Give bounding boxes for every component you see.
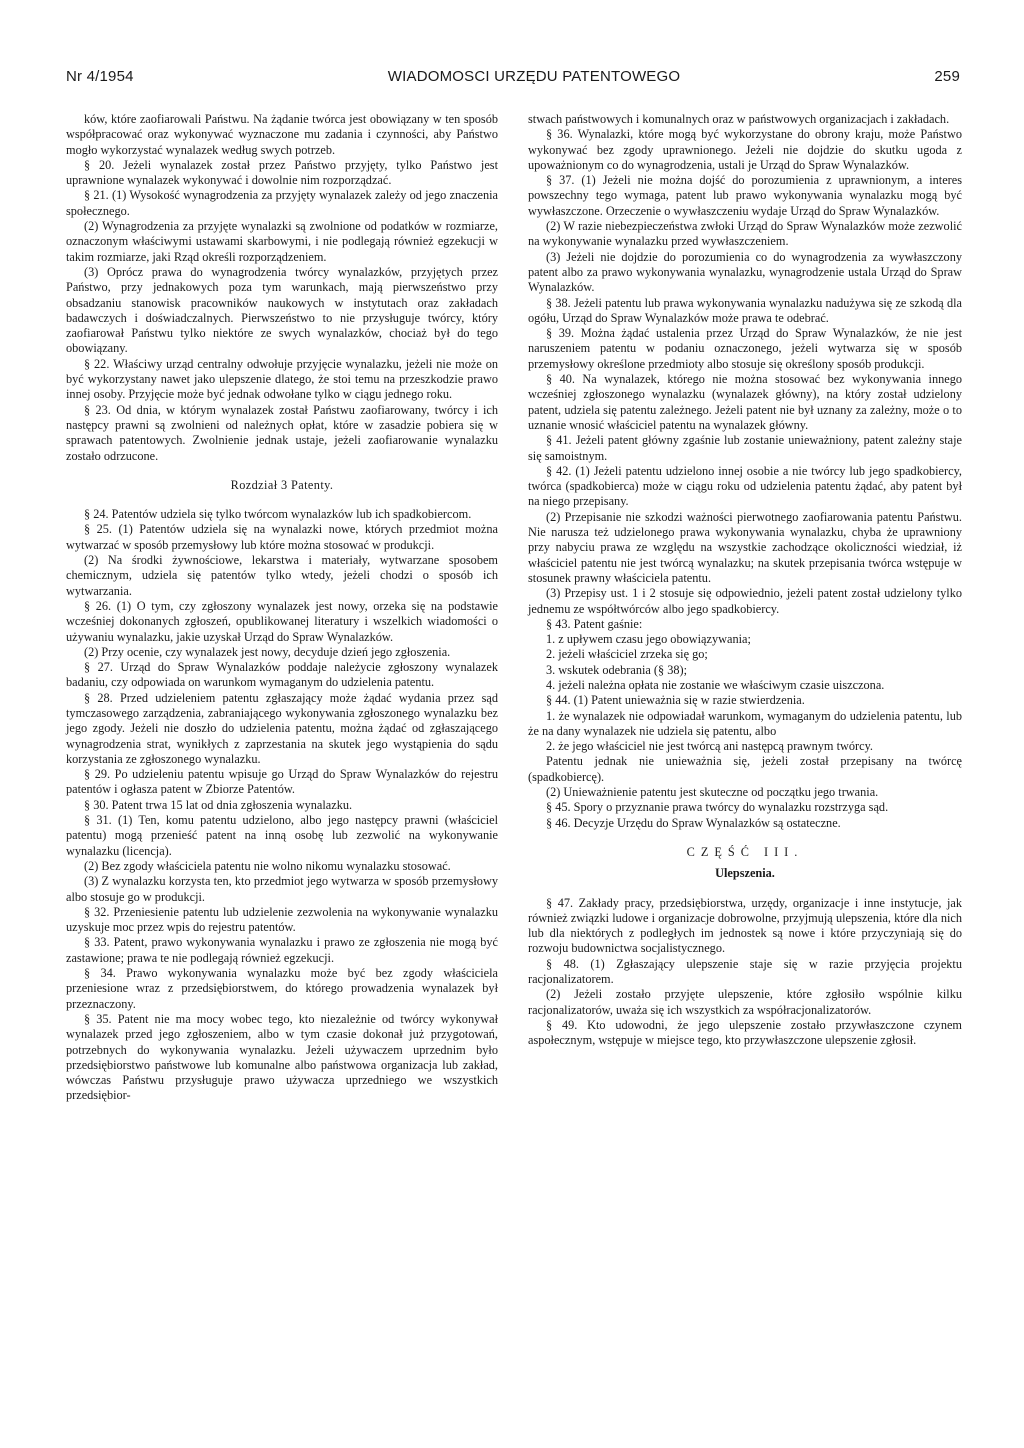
paragraph: § 41. Jeżeli patent główny zgaśnie lub zostanie unieważniony, patent zależny staje się samoistnym. bbox=[528, 433, 962, 463]
paragraph: (3) Jeżeli nie dojdzie do porozumienia co do wynagrodzenia za wywłaszczony patent albo za prawo wykonywania wynalazku, wynagrodzenie ustala Urząd do Spraw Wynalazków. bbox=[528, 249, 962, 295]
paragraph: § 35. Patent nie ma mocy wobec tego, kto niezależnie od twórcy wykonywał wynalazek przed jego zgłoszeniem, albo w tym czasie dokonał już przygotowań, potrzebnych do wykonywania wynalazku. Jeżeli używaczem uprzednim było przedsiębiorstwo państwowe lub komunalne albo państwowa organizacja lub zakład, wówczas Państwu przysługuje prawo używacza uprzedniego we wszystkich przedsiębior- bbox=[66, 1011, 498, 1103]
paragraph: § 27. Urząd do Spraw Wynalazków poddaje należycie zgłoszony wynalazek badaniu, czy odpowiada on warunkom wymaganym do udzielenia patentu. bbox=[66, 660, 498, 690]
paragraph: 1. że wynalazek nie odpowiadał warunkom, wymaganym do udzielenia patentu, lub że na dany wynalazek nie udziela się patentu, albo bbox=[528, 708, 962, 738]
list-item: 2. jeżeli właściciel zrzeka się go; bbox=[546, 647, 708, 662]
paragraph: § 49. Kto udowodni, że jego ulepszenie zostało przywłaszczone czynem aspołecznym, wstępuje w miejsce tego, kto przywłaszczone ulepszenie zgłosił. bbox=[528, 1017, 962, 1048]
paragraph: (2) Przy ocenie, czy wynalazek jest nowy, decyduje dzień jego zgłoszenia. bbox=[84, 644, 451, 659]
paragraph: (3) Przepisy ust. 1 i 2 stosuje się odpowiednio, jeżeli patent został udzielony tylko jednemu ze współtwórców albo jego spadkobiercy. bbox=[528, 586, 962, 616]
list-item: 1. z upływem czasu jego obowiązywania; bbox=[546, 632, 751, 647]
paragraph: § 42. (1) Jeżeli patentu udzielono innej osobie a nie twórcy lub jego spadkobiercy, twórca (spadkobierca) może w ciągu roku od udzielenia patentu żądać, aby patent był na niego przepisany. bbox=[528, 463, 962, 509]
paragraph: (2) Unieważnienie patentu jest skuteczne od początku jego trwania. bbox=[546, 785, 879, 800]
paragraph: § 47. Zakłady pracy, przedsiębiorstwa, urzędy, organizacje i inne instytucje, jak również związki ludowe i organizacje dobrowolne, przyjmują ulepszenia, które dla nich lub dla niektórych z podległych im jednostek są nowe i które przyczyniają się do rozwoju budownictwa socjalistycznego. bbox=[528, 895, 962, 956]
paragraph: § 24. Patentów udziela się tylko twórcom wynalazków lub ich spadkobiercom. bbox=[84, 507, 472, 522]
journal-title: WIADOMOSCI URZĘDU PATENTOWEGO bbox=[387, 68, 681, 85]
paragraph: (2) Jeżeli zostało przyjęte ulepszenie, które zgłosiło wspólnie kilku racjonalizatorów, uważa się ich wszystkich za współracjonalizatorów. bbox=[528, 987, 962, 1017]
chapter-heading: Rozdział 3 Patenty. bbox=[230, 477, 334, 492]
paragraph: (2) Wynagrodzenia za przyjęte wynalazki są zwolnione od podatków w rozmiarze, oznaczonym właściwymi ustawami skarbowymi, i nie podlegają również egzekucji w takim rozmiarze, jaki Rząd określi rozporządzeniem. bbox=[66, 219, 498, 264]
right-column bbox=[528, 112, 962, 1049]
paragraph: § 32. Przeniesienie patentu lub udzielenie zezwolenia na wykonywanie wynalazku uzyskuje moc przez wpis do rejestru patentów. bbox=[66, 904, 498, 935]
paragraph: § 44. (1) Patent unieważnia się w razie stwierdzenia. bbox=[546, 693, 805, 708]
list-item: 3. wskutek odebrania (§ 38); bbox=[546, 662, 688, 677]
paragraph: (2) Na środki żywnościowe, lekarstwa i materiały, wytwarzane sposobem chemicznym, udziela się patentów tylko wtedy, jeżeli chodzi o sposób ich wytwarzania. bbox=[66, 553, 498, 598]
paragraph: § 25. (1) Patentów udziela się na wynalazki nowe, których przedmiot można wytwarzać w sposób przemysłowy lub które można stosować w produkcji. bbox=[66, 522, 498, 552]
page-header bbox=[66, 68, 960, 85]
paragraph: § 38. Jeżeli patentu lub prawa wykonywania wynalazku nadużywa się ze szkodą dla ogółu, Urząd do Spraw Wynalazków może prawa te odebrać. bbox=[528, 295, 962, 325]
paragraph: § 28. Przed udzieleniem patentu zgłaszający może żądać wydania przez sąd tymczasowego zarządzenia, zabraniającego wykonywania zgłoszonego wynalazku bez jego zgody. Jeżeli nie doszło do udzielenia patentu, można żądać od zgłaszającego wynagrodzenia strat, wynikłych z zaprzestania na skutek jego wystąpienia do sądu korzystania ze zgłoszonego wynalazku. bbox=[66, 690, 498, 766]
paragraph: § 37. (1) Jeżeli nie można dojść do porozumienia z uprawnionym, a interes powszechny tego wymaga, patent lub prawo wykonywania wynalazku mogą być wywłaszczone. Orzeczenie o wywłaszczeniu wydaje Urząd do Spraw Wynalazków. bbox=[528, 173, 962, 218]
paragraph: § 20. Jeżeli wynalazek został przez Państwo przyjęty, tylko Państwo jest uprawnione wynalazek wykonywać i dowolnie nim rozporządzać. bbox=[66, 157, 498, 188]
paragraph: § 36. Wynalazki, które mogą być wykorzystane do obrony kraju, może Państwo wykonywać bez zgody uprawnionego. Jeżeli nie dojdzie do skutku ugoda z upoważnionym co do wynagrodzenia, ustali je Urząd do Spraw Wynalazków. bbox=[528, 127, 962, 172]
paragraph: (2) Bez zgody właściciela patentu nie wolno nikomu wynalazku stosować. bbox=[84, 858, 451, 873]
paragraph: § 29. Po udzieleniu patentu wpisuje go Urząd do Spraw Wynalazków do rejestru patentów i ogłasza patent w Zbiorze Patentów. bbox=[66, 767, 498, 797]
issue-number: Nr 4/1954 bbox=[66, 68, 134, 85]
paragraph: § 33. Patent, prawo wykonywania wynalazku i prawo ze zgłoszenia nie mogą być zastawione; prawa te nie podlegają również egzekucji. bbox=[66, 935, 498, 965]
paragraph: § 48. (1) Zgłaszający ulepszenie staje się w razie przyjęcia projektu racjonalizatorem. bbox=[528, 956, 962, 987]
paragraph: § 31. (1) Ten, komu patentu udzielono, albo jego następcy prawni (właściciel patentu) mogą przenieść patent na inną osobę lub zezwolić na wykonywanie wynalazku (licencja). bbox=[66, 813, 498, 858]
section-subtitle: Ulepszenia. bbox=[715, 866, 775, 881]
paragraph: § 40. Na wynalazek, którego nie można stosować bez wykonywania innego wcześniej zgłoszonego wynalazku (wynalazek główny), na który został udzielony patent, udziela się patentu zależnego. Jeżeli patent nie był uznany za zależny, może o to uznanie wnosić właściciel patentu na wynalazek główny. bbox=[528, 372, 962, 432]
paragraph: Patentu jednak nie unieważnia się, jeżeli został przepisany na twórcę (spadkobiercę). bbox=[528, 754, 962, 784]
paragraph: § 39. Można żądać ustalenia przez Urząd do Spraw Wynalazków, że nie jest naruszeniem patentu w podaniu oznaczonego, jeżeli wytwarza się w sposób przemysłowy określone przedmioty albo stosuje się określony sposób produkcji. bbox=[528, 326, 962, 371]
paragraph: § 23. Od dnia, w którym wynalazek został Państwu zaofiarowany, twórcy i ich następcy prawni są zwolnieni od należnych opłat, które w zasadzie pobiera się w sprawach patentowych. Zwolnienie jednak ustaje, jeżeli zaofiarowanie wynalazku zostało odrzucone. bbox=[66, 402, 498, 463]
paragraph: § 22. Właściwy urząd centralny odwołuje przyjęcie wynalazku, jeżeli nie może on być wykorzystany nawet jako ulepszenie dlatego, że stoi temu na przeszkodzie prawo innej osoby. Przyjęcie może być jednak odwołane tylko w ciągu jednego roku. bbox=[66, 356, 498, 402]
paragraph: (3) Oprócz prawa do wynagrodzenia twórcy wynalazków, przyjętych przez Państwo, przy jednakowych poza tym warunkach, mają pierwszeństwo przy obsadzaniu stanowisk pracowników naukowych w instytutach oraz zakładach badawczych i doświadczalnych. Pierwszeństwo to nie przysługuje twórcy, który zaofiarował Państwu tylko niektóre ze swych wynalazków, chociaż był do tego obowiązany. bbox=[66, 264, 498, 356]
paragraph: (2) W razie niebezpieczeństwa zwłoki Urząd do Spraw Wynalazków może zezwolić na wykonywanie wynalazku przed wywłaszczeniem. bbox=[528, 219, 962, 249]
paragraph: § 26. (1) O tym, czy zgłoszony wynalazek jest nowy, orzeka się na podstawie wcześniej dokonanych zgłoszeń, opublikowanej literatury i wszelkich wiadomości o używaniu wynalazku, jakie uzyskał Urząd do Spraw Wynalazków. bbox=[66, 598, 498, 644]
paragraph: § 30. Patent trwa 15 lat od dnia zgłoszenia wynalazku. bbox=[84, 797, 353, 812]
paragraph: (2) Przepisanie nie szkodzi ważności pierwotnego zaofiarowania patentu Państwu. Nie narusza też udzielonego prawa wykonywania wynalazku, chyba że uprawniony przy nabyciu prawa ze względu na wszystkie zachodzące okoliczności wiedział, iż właściciel patentu nie jest twórcą wynalazku; na skutek przepisania twórca wstępuje w stosunek prawny właściciela patentu. bbox=[528, 509, 962, 585]
paragraph: § 34. Prawo wykonywania wynalazku może być bez zgody właściciela przeniesione wraz z przedsiębiorstwem, do którego prowadzenia wynalazek był przeznaczony. bbox=[66, 966, 498, 1011]
paragraph: § 21. (1) Wysokość wynagrodzenia za przyjęty wynalazek zależy od jego znaczenia społecznego. bbox=[66, 188, 498, 218]
paragraph: 2. że jego właściciel nie jest twórcą ani następcą prawnym twórcy. bbox=[546, 739, 873, 754]
paragraph: ków, które zaofiarowali Państwu. Na żądanie twórca jest obowiązany w ten sposób współpracować oraz wykonywać wyznaczone mu zadania i czynności, aby Państwo mogło wykorzystać wynalazek według swych potrzeb. bbox=[66, 112, 498, 157]
paragraph: stwach państwowych i komunalnych oraz w państwowych organizacjach i zakładach. bbox=[528, 112, 950, 126]
paragraph: § 45. Spory o przyznanie prawa twórcy do wynalazku rozstrzyga sąd. bbox=[546, 800, 889, 815]
part-heading: CZĘŚĆ III. bbox=[686, 844, 804, 859]
page-number: 259 bbox=[934, 68, 960, 85]
paragraph: (3) Z wynalazku korzysta ten, kto przedmiot jego wytwarza w sposób przemysłowy albo stosuje go w produkcji. bbox=[66, 874, 498, 904]
list-item: 4. jeżeli należna opłata nie zostanie we właściwym czasie uiszczona. bbox=[546, 677, 885, 692]
paragraph: § 46. Decyzje Urzędu do Spraw Wynalazków są ostateczne. bbox=[546, 815, 841, 830]
paragraph: § 43. Patent gaśnie: bbox=[546, 616, 643, 631]
left-column bbox=[66, 112, 498, 1104]
